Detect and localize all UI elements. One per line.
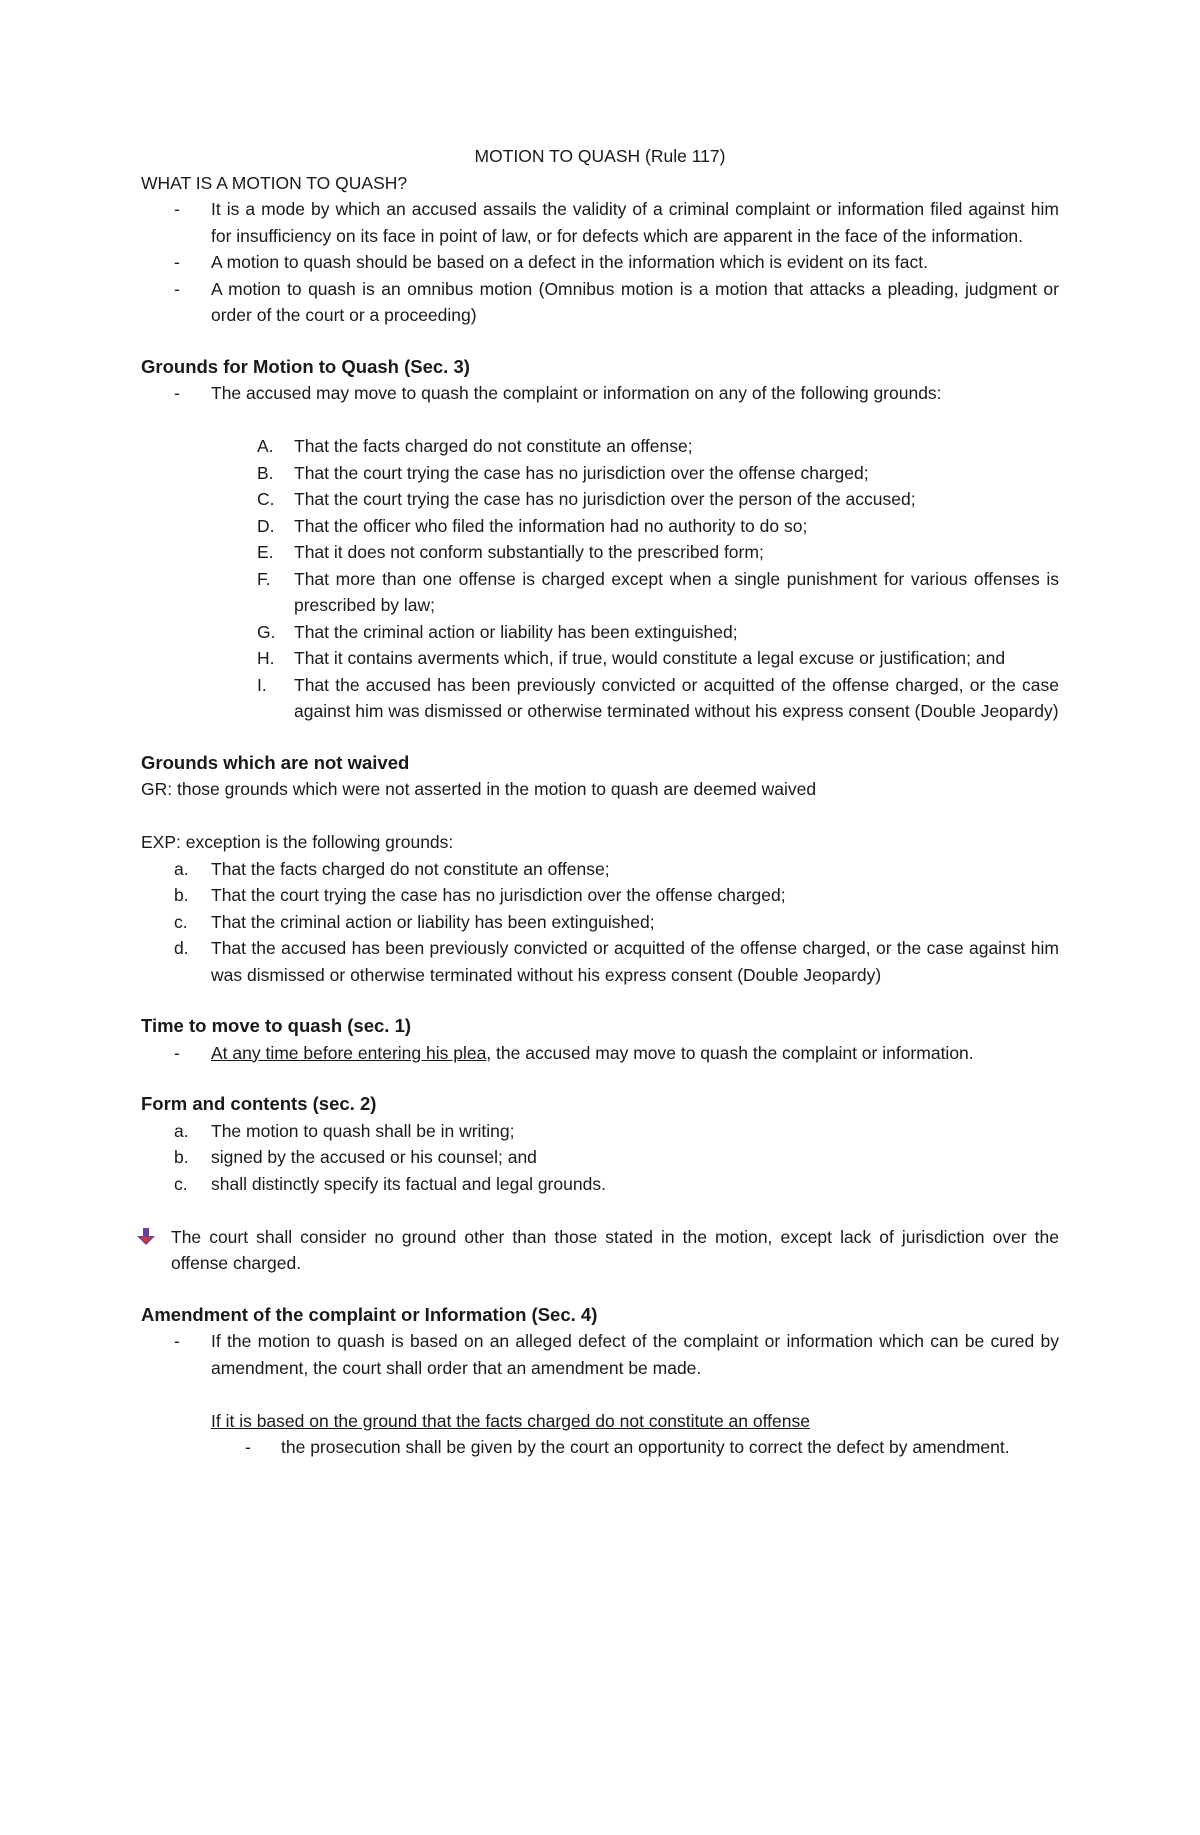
list-item: b. That the court trying the case has no jurisdiction over the offense charged; (174, 885, 786, 905)
list-item: a. The motion to quash shall be in writing; (174, 1120, 515, 1141)
intro-question: WHAT IS A MOTION TO QUASH? (141, 172, 408, 193)
list-item: - A motion to quash is an omnibus motion (Omnibus motion is a motion that attacks a pleading, judgment or order of the court or a proceeding) (174, 278, 1059, 325)
form-note: The court shall consider no ground other than those stated in the motion, except lack of jurisdiction over the offense charged. (141, 1224, 1059, 1277)
list-item: - the prosecution shall be given by the court an opportunity to correct the defect by amendment. (245, 1437, 1010, 1457)
form-list (141, 1118, 1059, 1198)
grounds-heading: Grounds for Motion to Quash (Sec. 3) (141, 355, 470, 377)
list-item: A. That the facts charged do not constitute an offense; (257, 436, 693, 456)
amendment-list (141, 1328, 1059, 1381)
list-item: B. That the court trying the case has no jurisdiction over the offense charged; (257, 462, 869, 483)
list-item: C. That the court trying the case has no jurisdiction over the person of the accused; (257, 489, 916, 509)
not-waived-list (141, 856, 1059, 989)
list-item: c. shall distinctly specify its factual and legal grounds. (174, 1173, 606, 1194)
grounds-list (141, 433, 1059, 725)
time-heading: Time to move to quash (sec. 1) (141, 1015, 412, 1036)
list-item: b. signed by the accused or his counsel; and (174, 1147, 537, 1167)
list-item: E. That it does not conform substantially to the prescribed form; (257, 542, 764, 562)
document-page (141, 143, 1059, 1461)
exception-intro: EXP: exception is the following grounds: (141, 832, 454, 852)
time-list (141, 1040, 1059, 1067)
grounds-intro-list (141, 380, 1059, 407)
not-waived-heading: Grounds which are not waived (141, 751, 410, 773)
amendment-sub-list (141, 1434, 1059, 1461)
amendment-subheading: If it is based on the ground that the facts charged do not constitute an offense (211, 1410, 810, 1431)
list-item: F. That more than one offense is charged except when a single punishment for various offenses is prescribed by law; (257, 568, 1059, 615)
list-item: a. That the facts charged do not constitute an offense; (174, 858, 610, 879)
list-item: - A motion to quash should be based on a defect in the information which is evident on its fact. (174, 252, 928, 272)
arrow-bullet-icon (136, 1228, 156, 1246)
form-heading: Form and contents (sec. 2) (141, 1093, 377, 1114)
list-item: G. That the criminal action or liability has been extinguished; (257, 621, 738, 642)
time-underlined-text: At any time before entering his plea (211, 1042, 487, 1063)
list-item: c. That the criminal action or liability has been extinguished; (174, 911, 655, 932)
document-title: MOTION TO QUASH (Rule 117) (474, 146, 726, 166)
list-item: H. That it contains averments which, if true, would constitute a legal excuse or justification; and (257, 648, 1006, 668)
general-rule: GR: those grounds which were not asserted in the motion to quash are deemed waived (141, 779, 817, 799)
list-item: D. That the officer who filed the information had no authority to do so; (257, 515, 808, 536)
list-item: - The accused may move to quash the complaint or information on any of the following grounds: (174, 383, 942, 403)
list-item: d. That the accused has been previously convicted or acquitted of the offense charged, or the case against him was dismissed or otherwise terminated without his express consent (Double Jeopardy) (174, 938, 1059, 985)
intro-list (141, 196, 1059, 329)
list-item: I. That the accused has been previously convicted or acquitted of the offense charged, or the case against him was dismissed or otherwise terminated without his express consent (Double Jeopardy) (257, 674, 1059, 721)
amendment-heading: Amendment of the complaint or Information (Sec. 4) (141, 1303, 598, 1325)
list-item: - At any time before entering his plea, the accused may move to quash the complaint or information. (174, 1042, 974, 1063)
list-item: - It is a mode by which an accused assails the validity of a criminal complaint or information filed against him for insufficiency on its face in point of law, or for defects which are apparent in the face of the information. (174, 199, 1059, 246)
list-item: - If the motion to quash is based on an alleged defect of the complaint or information which can be cured by amendment, the court shall order that an amendment be made. (174, 1331, 1059, 1378)
